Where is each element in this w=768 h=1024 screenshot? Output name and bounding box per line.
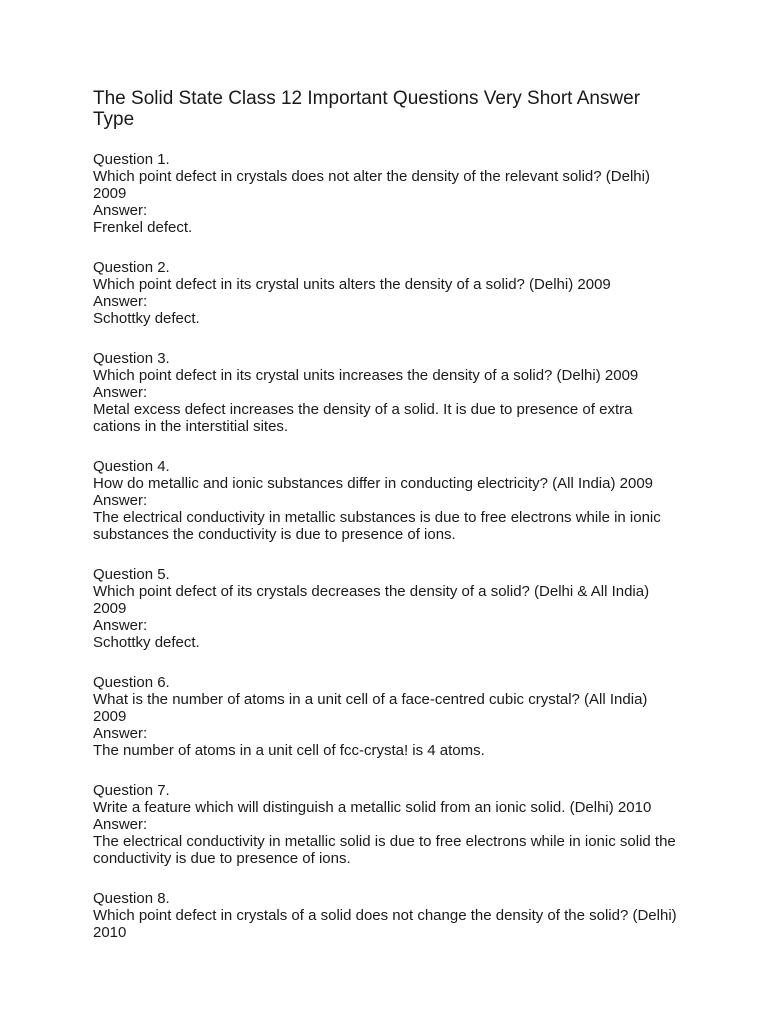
answer-text: The electrical conductivity in metallic solid is due to free electrons while in ionic solid the conductivity is due to presence of ions.: [93, 833, 676, 867]
question-text: How do metallic and ionic substances differ in conducting electricity? (All India) 2009: [93, 475, 654, 492]
answer-label: Answer:: [93, 617, 148, 634]
question-number: Question 5.: [93, 566, 170, 583]
question-text: Which point defect in its crystal units alters the density of a solid? (Delhi) 2009: [93, 276, 611, 293]
question-text: Which point defect of its crystals decreases the density of a solid? (Delhi & All India) 2009: [93, 583, 650, 617]
question-block-8: [93, 890, 683, 941]
answer-text: Schottky defect.: [93, 634, 200, 651]
answer-label: Answer:: [93, 202, 148, 219]
answer-text: The number of atoms in a unit cell of fcc-crysta! is 4 atoms.: [93, 742, 485, 759]
document-page: [93, 88, 683, 964]
question-block-3: [93, 350, 683, 435]
question-text: Which point defect in its crystal units increases the density of a solid? (Delhi) 2009: [93, 367, 639, 384]
question-text: Which point defect in crystals does not alter the density of the relevant solid? (Delhi) 2009: [93, 168, 650, 202]
question-text: Which point defect in crystals of a solid does not change the density of the solid? (Delhi) 2010: [93, 907, 677, 941]
answer-label: Answer:: [93, 725, 148, 742]
question-number: Question 3.: [93, 350, 170, 367]
question-text: What is the number of atoms in a unit cell of a face-centred cubic crystal? (All India) 2009: [93, 691, 648, 725]
question-block-6: [93, 674, 683, 759]
answer-label: Answer:: [93, 492, 148, 509]
question-number: Question 8.: [93, 890, 170, 907]
question-number: Question 2.: [93, 259, 170, 276]
question-block-1: [93, 151, 683, 236]
answer-text: The electrical conductivity in metallic substances is due to free electrons while in ionic substances the conductivity is due to presence of ions.: [93, 509, 661, 543]
answer-label: Answer:: [93, 816, 148, 833]
question-block-7: [93, 782, 683, 867]
document-title: The Solid State Class 12 Important Questions Very Short Answer Type: [93, 88, 641, 130]
answer-label: Answer:: [93, 384, 148, 401]
question-number: Question 1.: [93, 151, 170, 168]
question-number: Question 7.: [93, 782, 170, 799]
question-block-4: [93, 458, 683, 543]
answer-text: Schottky defect.: [93, 310, 200, 327]
answer-label: Answer:: [93, 293, 148, 310]
answer-text: Metal excess defect increases the density of a solid. It is due to presence of extra cations in the interstitial sites.: [93, 401, 633, 435]
answer-text: Frenkel defect.: [93, 219, 193, 236]
question-text: Write a feature which will distinguish a metallic solid from an ionic solid. (Delhi) 2010: [93, 799, 652, 816]
question-number: Question 6.: [93, 674, 170, 691]
question-number: Question 4.: [93, 458, 170, 475]
question-block-2: [93, 259, 683, 327]
question-block-5: [93, 566, 683, 651]
